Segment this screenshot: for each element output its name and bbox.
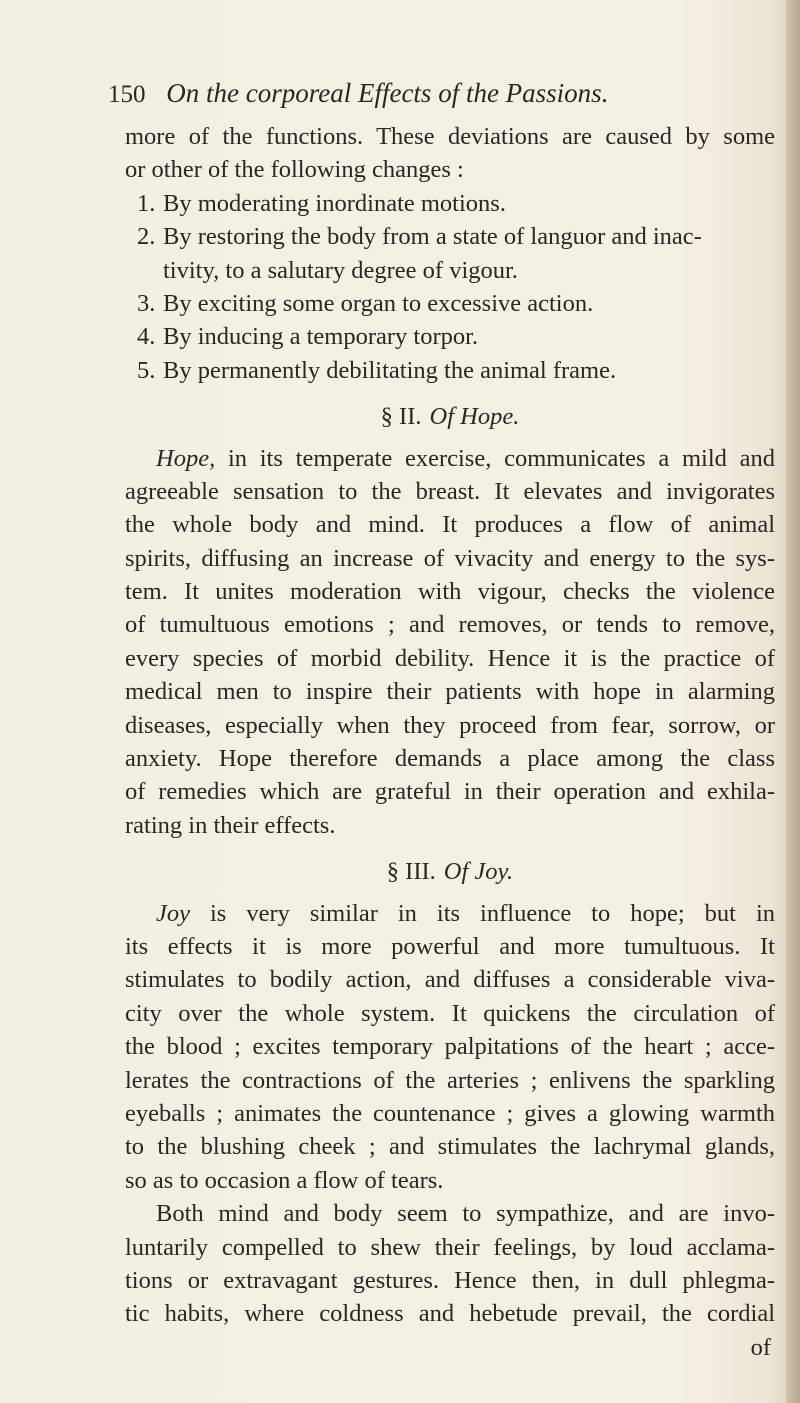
page-body — [125, 120, 795, 1364]
catchword: of — [750, 1333, 771, 1361]
text-line: so as to occasion a flow of tears. — [125, 1166, 444, 1194]
text-line: its effects it is more powerful and more tumultuous. It — [125, 932, 775, 960]
text-line: stimulates to bodily action, and diffuses a considerable viva- — [125, 966, 775, 994]
item-text: By permanently debilitating the animal frame. — [163, 356, 617, 384]
text-line: eyeballs ; animates the countenance ; gives a glowing warmth — [125, 1099, 775, 1127]
text-line: tem. It unites moderation with vigour, checks the violence — [125, 578, 775, 606]
item-text: By restoring the body from a state of languor and inac- — [163, 223, 702, 251]
item-number: 4. — [137, 323, 156, 351]
text-line: diseases, especially when they proceed from fear, sorrow, or — [125, 711, 775, 739]
text-line: to the blushing cheek ; and stimulates the lachrymal glands, — [125, 1133, 775, 1161]
text-line: the blood ; excites temporary palpitations of the heart ; acce- — [125, 1033, 775, 1061]
item-text: By inducing a temporary torpor. — [163, 323, 479, 351]
text-line: every species of morbid debility. Hence it is the practice of — [125, 644, 775, 672]
section-mark: § II. — [380, 403, 422, 431]
running-head — [108, 78, 668, 109]
list-item — [125, 220, 795, 253]
text-line: spirits, diffusing an increase of vivacity and energy to the sys- — [125, 544, 775, 572]
text-line: Joy is very similar in its influence to hope; but in — [156, 899, 775, 927]
text-line: tic habits, where coldness and hebetude prevail, the cordial — [125, 1300, 775, 1328]
item-text: By moderating inordinate motions. — [163, 189, 506, 217]
text-line: anxiety. Hope therefore demands a place among the class — [125, 745, 775, 773]
text-line: medical men to inspire their patients with hope in alarming — [125, 678, 775, 706]
text-line: or other of the following changes : — [125, 156, 464, 184]
section-title: Of Hope. — [429, 403, 520, 431]
item-number: 5. — [137, 356, 156, 384]
list-item-continuation — [125, 254, 795, 287]
text-line: tions or extravagant gestures. Hence then, in dull phlegma- — [125, 1266, 775, 1294]
section-heading-joy — [125, 855, 775, 888]
list-item — [125, 354, 795, 387]
item-number: 2. — [137, 223, 156, 251]
text-line: the whole body and mind. It produces a flow of animal — [125, 511, 775, 539]
item-number: 1. — [137, 189, 156, 217]
list-item — [125, 320, 795, 353]
text-line: Hope, in its temperate exercise, communicates a mild and — [156, 444, 775, 472]
section-mark: § III. — [386, 858, 436, 886]
section-title: Of Joy. — [443, 858, 514, 886]
text-line: rating in their effects. — [125, 811, 336, 839]
text-line: lerates the contractions of the arteries ; enlivens the sparkling — [125, 1066, 775, 1094]
text-line: more of the functions. These deviations are caused by some — [125, 123, 775, 150]
text-line: luntarily compelled to shew their feelings, by loud acclama- — [125, 1233, 775, 1261]
list-item — [125, 187, 795, 220]
text-line: of tumultuous emotions ; and removes, or tends to remove, — [125, 611, 775, 639]
text-line: Both mind and body seem to sympathize, and are invo- — [156, 1200, 775, 1228]
changes-list — [125, 187, 795, 387]
lead-word: Joy — [156, 899, 190, 927]
page-number: 150 — [108, 81, 146, 108]
lead-word: Hope, — [156, 444, 216, 472]
running-title: On the corporeal Effects of the Passions. — [166, 78, 609, 108]
list-item — [125, 287, 795, 320]
item-text: By exciting some organ to excessive action. — [163, 289, 594, 317]
text-line: city over the whole system. It quickens the circulation of — [125, 999, 775, 1027]
text-line: agreeable sensation to the breast. It elevates and invigorates — [125, 477, 775, 505]
section-heading-hope — [125, 400, 775, 433]
item-text: tivity, to a salutary degree of vigour. — [163, 256, 518, 284]
item-number: 3. — [137, 289, 156, 317]
text-line: of remedies which are grateful in their operation and exhila- — [125, 778, 775, 806]
